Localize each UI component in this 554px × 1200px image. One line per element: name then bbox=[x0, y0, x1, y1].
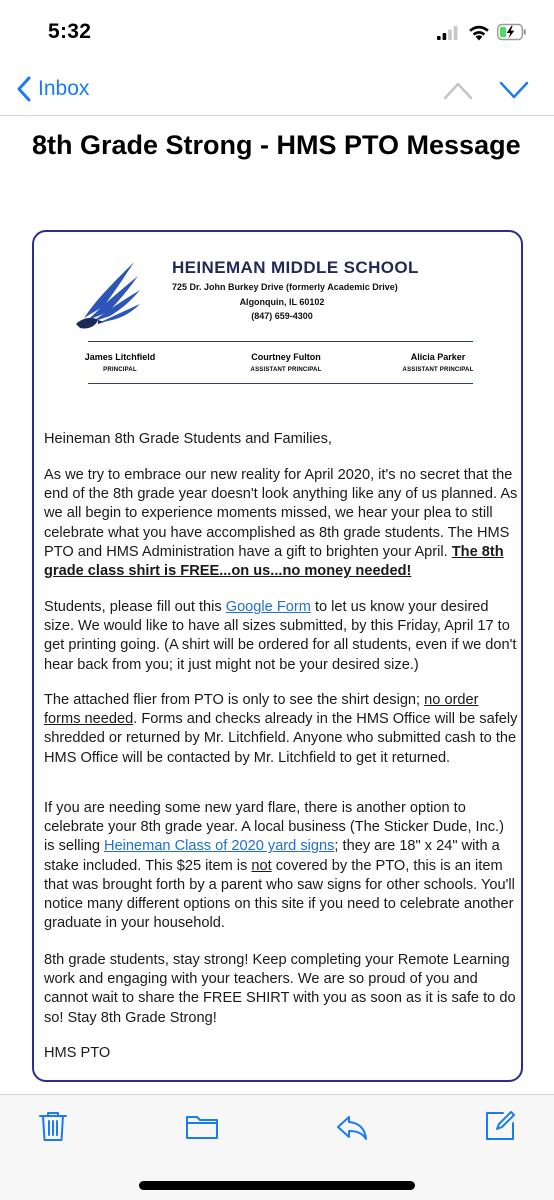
paragraph-free-shirt bbox=[44, 466, 518, 581]
staff-assistant-principal-1 bbox=[236, 352, 336, 373]
home-indicator bbox=[139, 1181, 415, 1190]
staff-title: ASSISTANT PRINCIPAL bbox=[250, 367, 322, 373]
staff-name: Alicia Parker bbox=[410, 352, 466, 362]
compose-icon[interactable] bbox=[483, 1109, 517, 1143]
message-body bbox=[32, 230, 523, 1082]
battery-icon bbox=[497, 23, 527, 41]
yard-signs-link[interactable]: Heineman Class of 2020 yard signs bbox=[104, 838, 335, 855]
school-address-line2: Algonquin, IL 60102 bbox=[239, 297, 325, 307]
free-shirt-emphasis: The 8th grade class shirt is FREE...on us...no money needed! bbox=[44, 543, 504, 580]
email-subject: 8th Grade Strong - HMS PTO Message bbox=[32, 130, 521, 160]
paragraph-stay-strong: 8th grade students, stay strong! Keep completing your Remote Learning work and engaging with your teachers. We are so proud of you and cannot wait to share the FREE SHIRT with you as soon as it is safe to do so! Stay 8th Grade Strong! bbox=[44, 952, 516, 1026]
school-address-line1: 725 Dr. John Burkey Drive (formerly Academic Drive) bbox=[172, 282, 398, 292]
wifi-icon bbox=[468, 24, 490, 41]
school-phone: (847) 659-4300 bbox=[251, 311, 313, 321]
status-bar bbox=[0, 0, 554, 64]
paragraph-text: ; they are 18" x 24" with a stake included. This $25 item is bbox=[44, 838, 500, 874]
eagle-logo bbox=[74, 256, 144, 332]
status-time: 5:32 bbox=[48, 20, 92, 43]
paragraph-text: . Forms and checks already in the HMS Office will be safely shredded or returned by Mr. Litchfield. Anyone who submitted cash to the HMS Office will be contacted by Mr. Litchfield to get it returned. bbox=[44, 711, 518, 766]
paragraph-flier bbox=[44, 691, 518, 768]
paragraph-text: Students, please fill out this bbox=[44, 599, 226, 615]
paragraph-text: The attached flier from PTO is only to see the shirt design; bbox=[44, 692, 425, 708]
letterhead-rule-top bbox=[88, 341, 473, 342]
next-message-button[interactable] bbox=[498, 78, 530, 102]
not-covered-emphasis: not bbox=[251, 857, 272, 874]
folder-icon[interactable] bbox=[185, 1109, 219, 1143]
back-label: Inbox bbox=[38, 77, 90, 100]
nav-bar bbox=[0, 64, 554, 116]
reply-icon[interactable] bbox=[335, 1109, 369, 1143]
google-form-link[interactable]: Google Form bbox=[225, 599, 311, 615]
paragraph-text: If you are needing some new yard flare, there is another option to celebrate your 8th grade year. A local business (The Sticker Dude, Inc.) is selling bbox=[44, 800, 504, 855]
signature: HMS PTO bbox=[44, 1045, 111, 1061]
nav-divider bbox=[0, 115, 554, 116]
chevron-left-icon bbox=[16, 76, 32, 102]
paragraph-yard-signs bbox=[44, 799, 518, 933]
staff-title: PRINCIPAL bbox=[103, 367, 137, 373]
greeting: Heineman 8th Grade Students and Families, bbox=[44, 431, 332, 447]
paragraph-google-form bbox=[44, 598, 518, 675]
signal-icon bbox=[437, 26, 459, 40]
letterhead-rule-bottom bbox=[88, 383, 473, 384]
bottom-toolbar bbox=[0, 1094, 554, 1200]
school-name: HEINEMAN MIDDLE SCHOOL bbox=[172, 258, 419, 277]
previous-message-button[interactable] bbox=[442, 78, 474, 102]
staff-name: James Litchfield bbox=[84, 352, 156, 362]
trash-icon[interactable] bbox=[36, 1109, 70, 1143]
staff-name: Courtney Fulton bbox=[251, 352, 321, 362]
staff-principal bbox=[80, 352, 160, 373]
paragraph-text: to let us know your desired size. We would like to have all sizes submitted, by this Friday, April 17 to get printing going. (A shirt will be ordered for all students, even if we don't hear back from you; it just might not be your desired size.) bbox=[44, 599, 517, 673]
no-order-forms-emphasis: no order forms needed bbox=[44, 692, 479, 728]
paragraph-text: covered by the PTO, this is an item that was brought forth by a parent who saw signs for other schools. You'll notice many different options on this site if you need to celebrate another graduate in your household. bbox=[44, 857, 515, 932]
inbox-back-button[interactable] bbox=[16, 74, 89, 104]
school-letterhead bbox=[74, 250, 474, 390]
staff-assistant-principal-2 bbox=[390, 352, 486, 373]
staff-title: ASSISTANT PRINCIPAL bbox=[402, 367, 474, 373]
paragraph-text: As we try to embrace our new reality for April 2020, it's no secret that the end of the 8th grade year doesn't look anything like any of us planned. As we all begin to experience moments missed, we hear your plea to still celebrate what you have accomplished as 8th grade students. The HMS PTO and HMS Administration have a gift to brighten your April. bbox=[44, 467, 518, 560]
